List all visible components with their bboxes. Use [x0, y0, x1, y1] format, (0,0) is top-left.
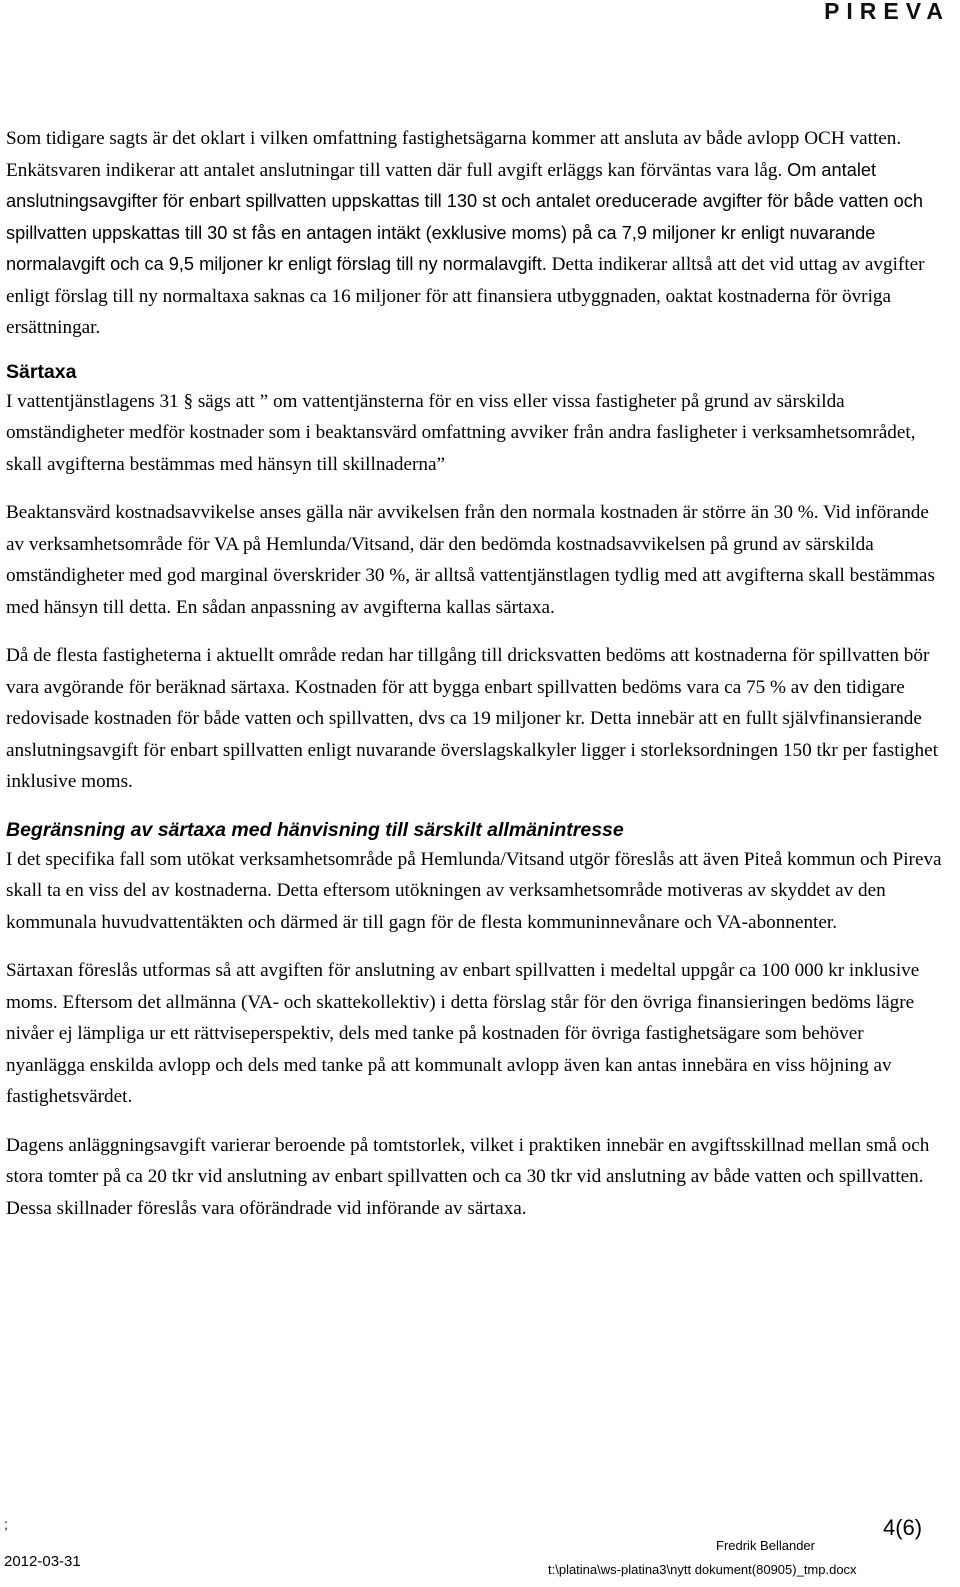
footer-date: 2012-03-31	[4, 1553, 81, 1570]
footer-mark: ;	[4, 1516, 8, 1532]
paragraph-1-sans: Om antalet anslutningsavgifter för enbart spillvatten uppskattas till 130 st och antalet oreducerade avgifter för både vatten och spillvatten uppskattas till 30 st fås en antagen intäkt (exklusive moms) på ca 7,9 miljoner kr enligt nuvarande normalavgift och ca 9,5 miljoner kr enligt förslag till ny normalavgift.	[6, 159, 924, 274]
paragraph-5: I det specifika fall som utökat verksamhetsområde på Hemlunda/Vitsand utgör föreslås att även Piteå kommun och Pireva skall ta en viss del av kostnaderna. Detta eftersom utökningen av verksamhetsområde motiveras av skyddet av den kommunala huvudvattentäkten och därmed är till gagn för de flesta kommuninnevånare och VA-abonnenter.	[6, 848, 942, 933]
paragraph-2: I vattentjänstlagens 31 § sägs att ” om vattentjänsterna för en viss eller vissa fastigheter på grund av särskilda omständigheter medför kostnader som i beaktansvärd omfattning avviker från andra fasligheter i verksamhetsområdet, skall avgifterna bestämmas med hänsyn till skillnaderna”	[6, 390, 916, 475]
heading-sartaxa: Särtaxa	[6, 360, 77, 383]
paragraph-4: Då de flesta fastigheterna i aktuellt område redan har tillgång till dricksvatten bedöms att kostnaderna för spillvatten bör vara avgörande för beräknad särtaxa. Kostnaden för att bygga enbart spillvatten bedöms vara ca 75 % av den tidigare redovisade kostnaden för både vatten och spillvatten, dvs ca 19 miljoner kr. Detta innebär att en fullt självfinansierande anslutningsavgift för enbart spillvatten enligt nuvarande överslagskalkyler ligger i storleksordningen 150 tkr per fastighet inklusive moms.	[6, 645, 938, 792]
paragraph-1-tail: Detta indikerar alltså att det vid uttag av avgifter enligt förslag till ny normaltaxa saknas ca 16 miljoner för att finansiera utbyggnaden, oaktat kostnaderna för övriga ersättningar.	[6, 254, 925, 338]
footer-author: Fredrik Bellander	[716, 1538, 815, 1553]
paragraph-7: Dagens anläggningsavgift varierar beroende på tomtstorlek, vilket i praktiken innebär en avgiftsskillnad mellan små och stora tomter på ca 20 tkr vid anslutning av enbart spillvatten och ca 30 tkr vid anslutning av både vatten och spillvatten. Dessa skillnader föreslås vara oförändrade vid införande av särtaxa.	[6, 1134, 930, 1219]
paragraph-1	[6, 123, 942, 344]
footer-file-path: t:\platina\ws-platina3\nytt dokument(80905)_tmp.docx	[548, 1562, 857, 1577]
paragraph-3: Beaktansvärd kostnadsavvikelse anses gälla när avvikelsen från den normala kostnaden är större än 30 %. Vid införande av verksamhetsområde för VA på Hemlunda/Vitsand, där den bedömda kostnadsavvikelsen på grund av särskilda omständigheter med god marginal överskrider 30 %, är alltså vattentjänstlagen tydlig med att avgifterna skall bestämmas med hänsyn till detta. En sådan anpassning av avgifterna kallas särtaxa.	[6, 502, 935, 618]
paragraph-1-serif: Som tidigare sagts är det oklart i vilken omfattning fastighetsägarna kommer att ansluta av både avlopp OCH vatten. Enkätsvaren indikerar att antalet anslutningar till vatten där full avgift erläggs kan förväntas vara låg.	[6, 128, 902, 181]
heading-begransning: Begränsning av särtaxa med hänvisning till särskilt allmänintresse	[6, 818, 624, 841]
document-body	[6, 123, 942, 1224]
company-logo: PIREVA	[824, 0, 950, 24]
paragraph-6: Särtaxan föreslås utformas så att avgiften för anslutning av enbart spillvatten i medeltal uppgår ca 100 000 kr inklusive moms. Eftersom det allmänna (VA- och skattekollektiv) i detta förslag står för den övriga finansieringen bedöms lägre nivåer ej lämpliga ur ett rättviseperspektiv, dels med tanke på kostnaden för övriga fastighetsägare som behöver nyanlägga enskilda avlopp och dels med tanke på att kommunalt avlopp även kan antas innebära en viss höjning av fastighetsvärdet.	[6, 960, 920, 1107]
footer-page-number: 4(6)	[883, 1515, 923, 1540]
